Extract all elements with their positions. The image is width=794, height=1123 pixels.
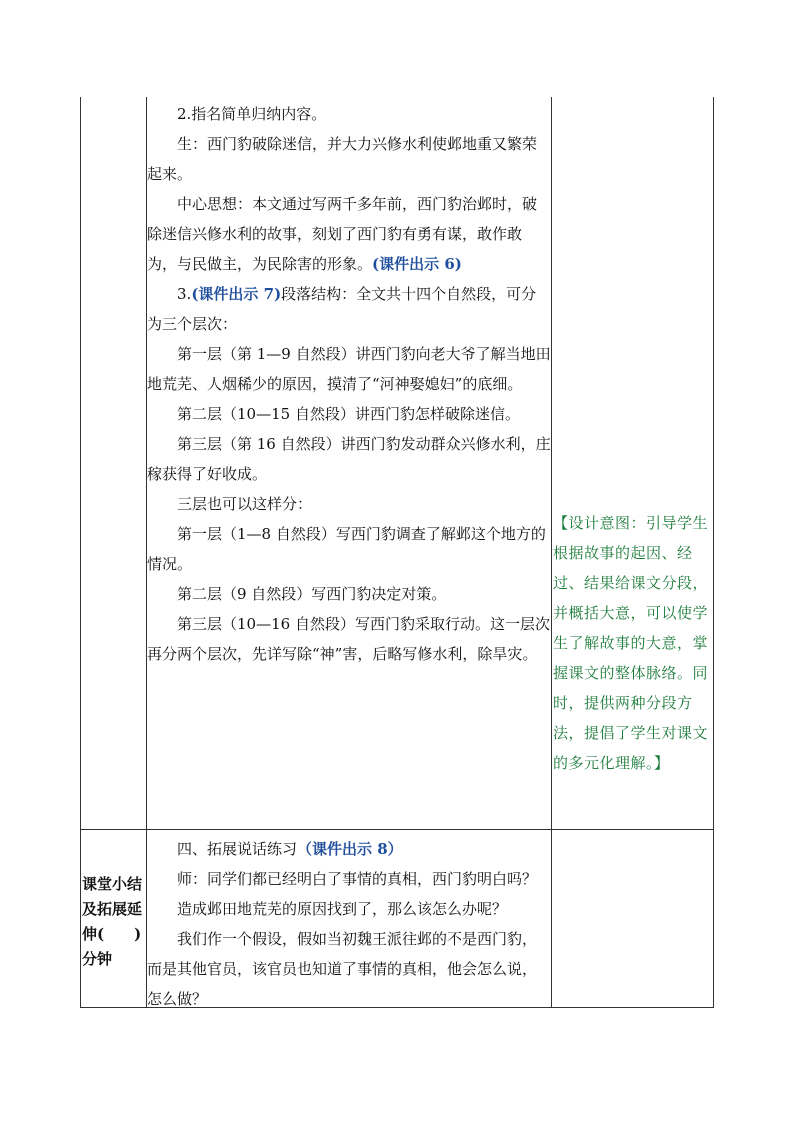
extension-heading — [147, 834, 551, 864]
section-label — [82, 872, 148, 972]
section-label-line-4: 分钟 — [82, 950, 113, 968]
paragraph-student-answer: 生：西门豹破除迷信，并大力兴修水利使邺地重又繁荣起来。 — [147, 135, 538, 183]
courseware-tag-7: (课件出示 7) — [191, 285, 282, 303]
table-divider-col2 — [551, 97, 552, 1008]
paragraph-alt-layer-3: 第三层（10—16 自然段）写西门豹采取行动。这一层次再分两个层次，先详写除“神”害，后略写修水利，除旱灾。 — [147, 615, 550, 663]
teacher-question-2: 造成邺田地荒芜的原因找到了，那么该怎么办呢？ — [177, 900, 508, 918]
lower-content-cell — [147, 834, 551, 1014]
table-row-divider — [80, 829, 714, 830]
courseware-tag-8: （课件出示 8） — [297, 840, 403, 858]
paragraph-alt-division: 三层也可以这样分： — [177, 495, 313, 513]
upper-content-cell — [147, 99, 551, 669]
structure-number: 3. — [177, 285, 192, 303]
teacher-question-3: 我们作一个假设，假如当初魏王派往邺的不是西门豹，而是其他官员，该官员也知道了事情的真相，他会怎么说，怎么做？ — [147, 930, 538, 1008]
paragraph-layer-3: 第三层（第 16 自然段）讲西门豹发动群众兴修水利，庄稼获得了好收成。 — [147, 435, 551, 483]
design-intent-text: 【设计意图：引导学生根据故事的起因、经过、结果给课文分段，并概括大意，可以使学生了解故事的大意，掌握课文的整体脉络。同时，提供两种分段方法，提倡了学生对课文的多元化理解。】 — [553, 514, 709, 772]
section-label-line-3: 伸( ) — [82, 925, 142, 943]
paragraph-summary-prompt: 2.指名简单归纳内容。 — [177, 105, 327, 123]
paragraph-layer-2: 第二层（10—15 自然段）讲西门豹怎样破除迷信。 — [177, 405, 520, 423]
paragraph-alt-layer-1: 第一层（1—8 自然段）写西门豹调查了解邺这个地方的情况。 — [147, 525, 546, 573]
paragraph-layer-1: 第一层（第 1—9 自然段）讲西门豹向老大爷了解当地田地荒芜、人烟稀少的原因，摸清了“河神娶媳妇”的底细。 — [147, 345, 551, 393]
table-border-left — [80, 97, 81, 1008]
teacher-question-1: 师：同学们都已经明白了事情的真相，西门豹明白吗？ — [177, 870, 538, 888]
paragraph-alt-layer-2: 第二层（9 自然段）写西门豹决定对策。 — [177, 585, 447, 603]
courseware-tag-6: (课件出示 6) — [372, 255, 462, 273]
section-label-line-1: 课堂小结 — [82, 875, 143, 893]
section-label-line-2: 及拓展延 — [82, 900, 143, 918]
design-intent-note — [553, 508, 715, 778]
structure-text: 段落结构：全文共十四个自然段，可分为三个层次： — [147, 285, 537, 333]
extension-heading-text: 四、拓展说话练习 — [177, 840, 298, 858]
paragraph-central-idea — [147, 189, 551, 279]
central-idea-text: 中心思想：本文通过写两千多年前，西门豹治邺时，破除迷信兴修水利的故事，刻划了西门豹有勇有谋，敢作敢为，与民做主，为民除害的形象。 — [147, 195, 538, 273]
paragraph-structure — [147, 279, 551, 339]
